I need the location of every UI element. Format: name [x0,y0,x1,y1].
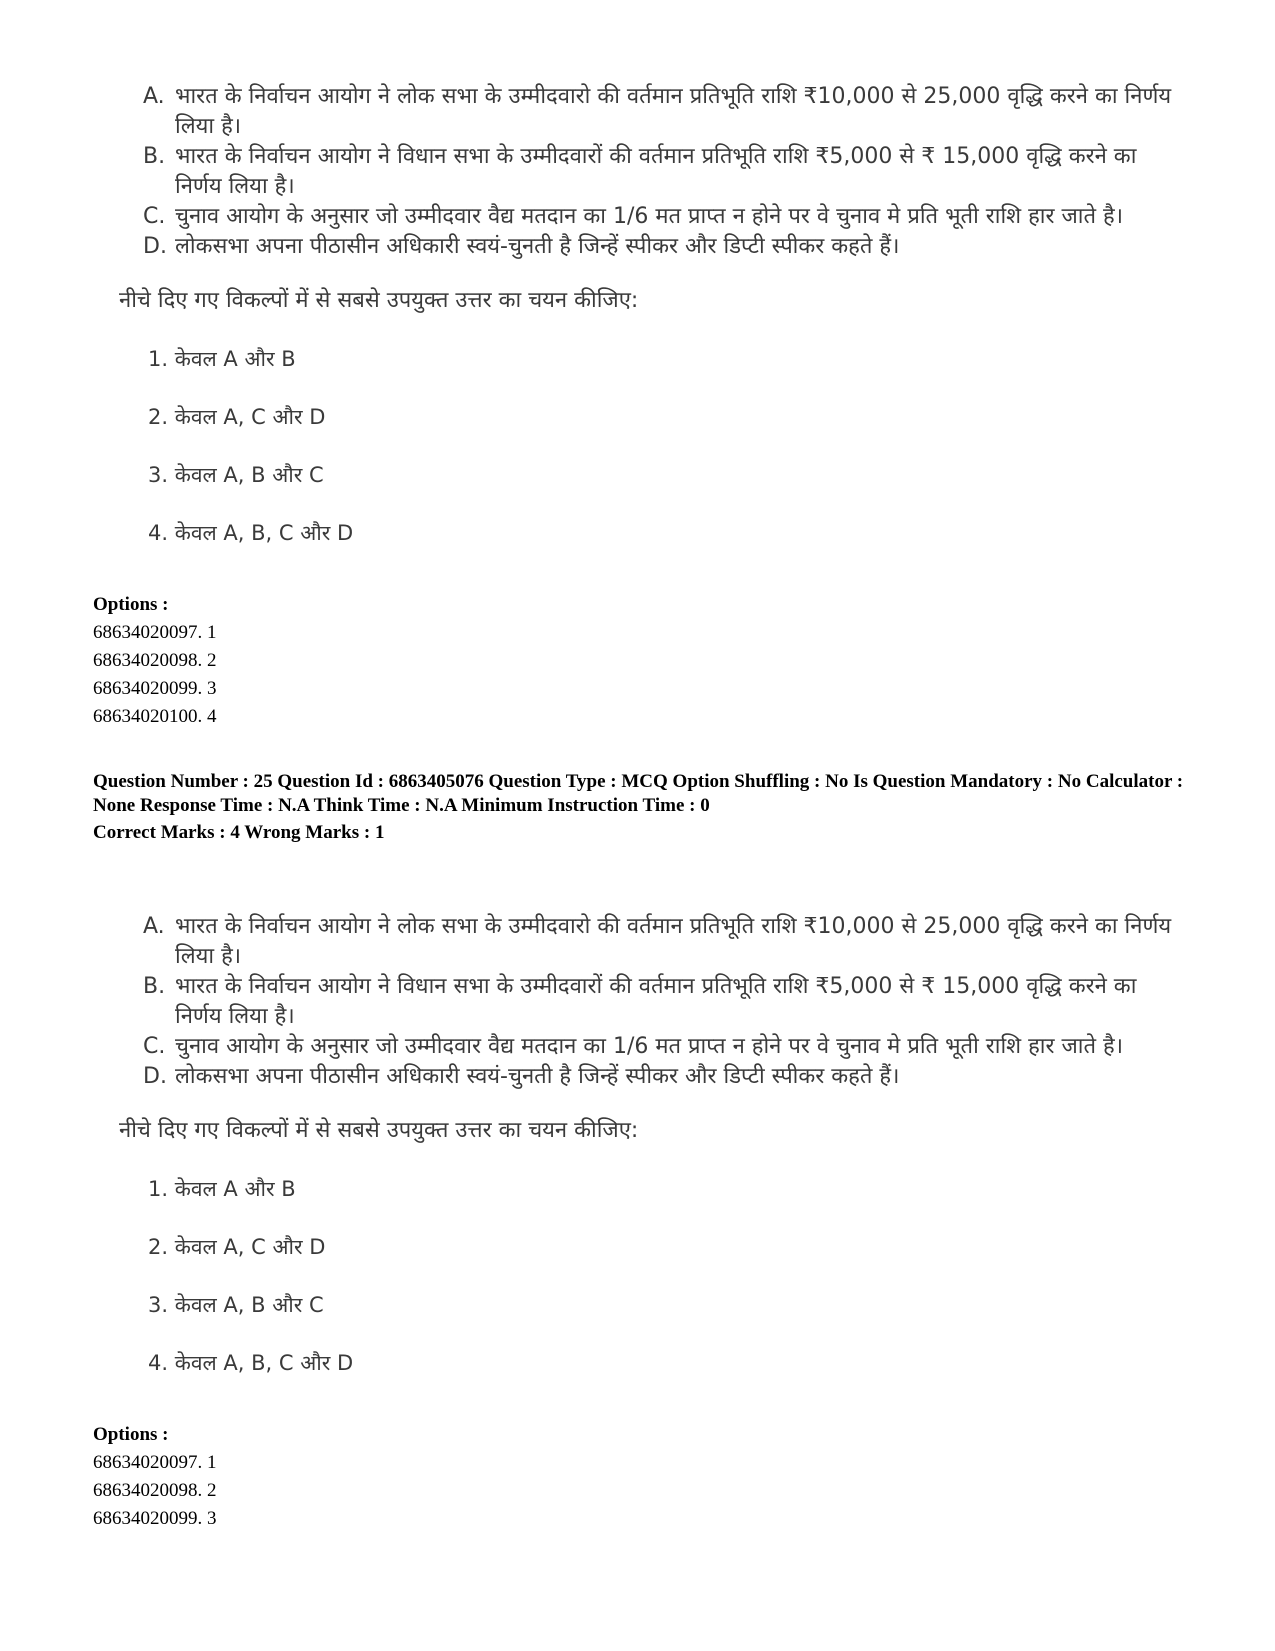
statement-text: भारत के निर्वाचन आयोग ने लोक सभा के उम्मीदवारो की वर्तमान प्रतिभूति राशि ₹10,000 से 25,000 वृद्धि करने का निर्णय लिया है। [175,914,1172,969]
statement-text: चुनाव आयोग के अनुसार जो उम्मीदवार वैद्य मतदान का 1/6 मत प्राप्त न होने पर वे चुनाव मे प्रति भूती राशि हार जाते है। [175,1034,1124,1059]
question-prompt: नीचे दिए गए विकल्पों में से सबसे उपयुक्त उत्तर का चयन कीजिए: [119,288,639,313]
statement-b [143,972,1173,1032]
option-id-line: 68634020099. 3 [93,1508,217,1529]
option-id-line: 68634020099. 3 [93,678,217,699]
statement-letter: D. [143,1064,167,1089]
statement-c [143,202,1173,232]
statement-b [143,142,1173,202]
statement-text: भारत के निर्वाचन आयोग ने लोक सभा के उम्मीदवारो की वर्तमान प्रतिभूति राशि ₹10,000 से 25,000 वृद्धि करने का निर्णय लिया है। [175,84,1172,139]
options-heading: Options : [93,1424,169,1445]
statement-d [143,1062,1173,1092]
option-id-line: 68634020100. 4 [93,706,217,727]
statement-a [143,912,1173,972]
choice-4: 4. केवल A, B, C और D [148,1351,354,1375]
option-id-line: 68634020098. 2 [93,650,217,671]
statement-text: भारत के निर्वाचन आयोग ने विधान सभा के उम्मीदवारों की वर्तमान प्रतिभूति राशि ₹5,000 से ₹ 15,000 वृद्धि करने का निर्णय लिया है। [175,144,1137,199]
statement-letter: D. [143,234,167,259]
choice-2: 2. केवल A, C और D [148,1235,326,1259]
statement-letter: A. [143,914,165,939]
statement-letter: C. [143,1034,166,1059]
statement-text: लोकसभा अपना पीठासीन अधिकारी स्वयं-चुनती है जिन्हें स्पीकर और डिप्टी स्पीकर कहते हैं। [175,1064,900,1089]
question-metadata: Question Number : 25 Question Id : 6863405076 Question Type : MCQ Option Shuffling : No Is Question Mandatory : No Calculator : None Response Time : N.A Think Time : N.A Minimum Instruction Time : 0 [93,771,1184,816]
question-image-block [0,912,1275,1392]
choice-4: 4. केवल A, B, C और D [148,521,354,545]
option-id-line: 68634020097. 1 [93,1452,217,1473]
choice-3: 3. केवल A, B और C [148,1293,324,1317]
question-prompt: नीचे दिए गए विकल्पों में से सबसे उपयुक्त उत्तर का चयन कीजिए: [119,1118,639,1143]
statement-letter: A. [143,84,165,109]
statement-list [143,82,1173,262]
choice-list [148,1160,1275,1392]
options-heading: Options : [93,594,169,615]
statement-list [143,912,1173,1092]
choice-1: 1. केवल A और B [148,1177,296,1201]
option-id-line: 68634020097. 1 [93,622,217,643]
choice-1: 1. केवल A और B [148,347,296,371]
statement-text: भारत के निर्वाचन आयोग ने विधान सभा के उम्मीदवारों की वर्तमान प्रतिभूति राशि ₹5,000 से ₹ 15,000 वृद्धि करने का निर्णय लिया है। [175,974,1137,1029]
option-id-line: 68634020098. 2 [93,1480,217,1501]
statement-text: चुनाव आयोग के अनुसार जो उम्मीदवार वैद्य मतदान का 1/6 मत प्राप्त न होने पर वे चुनाव मे प्रति भूती राशि हार जाते है। [175,204,1124,229]
statement-d [143,232,1173,262]
statement-c [143,1032,1173,1062]
choice-list [148,330,1275,562]
statement-letter: C. [143,204,166,229]
statement-letter: B. [143,144,166,169]
statement-letter: B. [143,974,166,999]
marks-line: Correct Marks : 4 Wrong Marks : 1 [93,822,385,843]
question-image-block [0,82,1275,562]
choice-2: 2. केवल A, C और D [148,405,326,429]
statement-a [143,82,1173,142]
choice-3: 3. केवल A, B और C [148,463,324,487]
statement-text: लोकसभा अपना पीठासीन अधिकारी स्वयं-चुनती है जिन्हें स्पीकर और डिप्टी स्पीकर कहते हैं। [175,234,900,259]
